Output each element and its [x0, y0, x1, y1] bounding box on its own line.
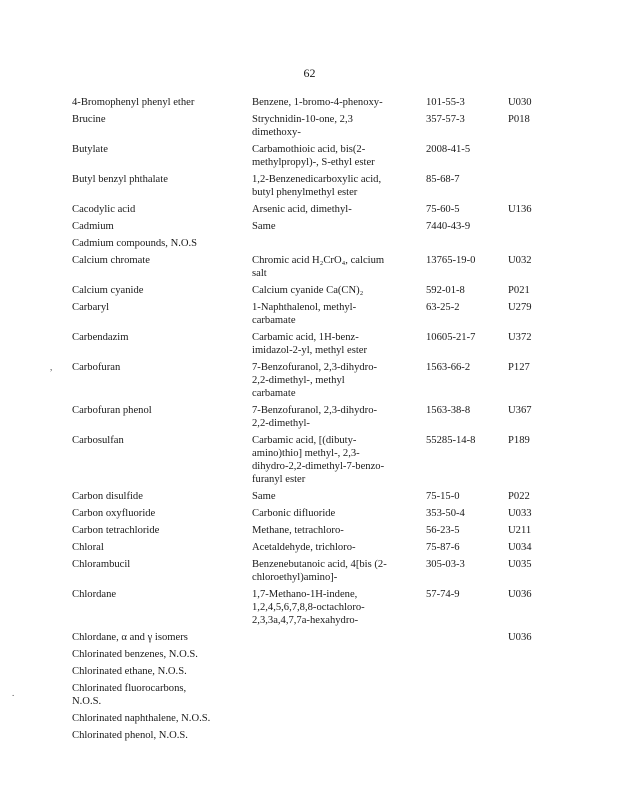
table-row: [72, 541, 552, 554]
margin-mark-top: ,: [50, 362, 53, 372]
substance-name-line: N.O.S.: [72, 696, 102, 707]
waste-code: P022: [508, 491, 530, 502]
substance-name-line: Butyl benzyl phthalate: [72, 174, 168, 185]
substance-name-line: Calcium chromate: [72, 255, 150, 266]
substance-name-line: Carbon disulfide: [72, 491, 143, 502]
substance-name-line: Chlordane: [72, 589, 117, 600]
synonym-line: Carbamic acid, [(dibuty-: [252, 435, 357, 446]
synonym-line: salt: [252, 268, 267, 279]
substance-name-line: 4-Bromophenyl phenyl ether: [72, 97, 195, 108]
substance-name: [72, 254, 250, 267]
cas-number: 85-68-7: [426, 174, 460, 185]
cas-number: 55285-14-8: [426, 435, 476, 446]
substance-name: [72, 173, 250, 186]
table-row: [72, 173, 552, 199]
table-row: [72, 588, 552, 627]
waste-code: U036: [508, 632, 532, 643]
cas-number: 75-60-5: [426, 204, 460, 215]
synonym-line: butyl phenylmethyl ester: [252, 187, 358, 198]
table-row: [72, 361, 552, 400]
synonym-line: Same: [252, 491, 276, 502]
synonym-line: 2,3,3a,4,7,7a-hexahydro-: [252, 615, 359, 626]
substance-name: [72, 490, 250, 503]
waste-code: P018: [508, 114, 530, 125]
table-row: [72, 143, 552, 169]
substance-name-line: Carbosulfan: [72, 435, 124, 446]
synonym-line: Carbonic difluoride: [252, 508, 336, 519]
substance-name: [72, 284, 250, 297]
cas-number: 13765-19-0: [426, 255, 476, 266]
waste-code: U367: [508, 405, 532, 416]
cas-number: 57-74-9: [426, 589, 460, 600]
substance-name: [72, 237, 250, 250]
synonym-line: Chromic acid H₂CrO₄, calcium: [252, 255, 385, 266]
cas-number: 353-50-4: [426, 508, 465, 519]
substance-name: [72, 524, 250, 537]
cas-number: 56-23-5: [426, 525, 460, 536]
cas-number: 10605-21-7: [426, 332, 476, 343]
synonym: [252, 558, 400, 584]
table-row: [72, 301, 552, 327]
synonym: [252, 361, 400, 400]
synonym-line: 1,7-Methano-1H-indene,: [252, 589, 358, 600]
substance-name: [72, 588, 250, 601]
synonym-line: 7-Benzofuranol, 2,3-dihydro-: [252, 405, 378, 416]
synonym: [252, 143, 400, 169]
synonym: [252, 434, 400, 486]
synonym: [252, 284, 400, 297]
synonym-line: 1-Naphthalenol, methyl-: [252, 302, 357, 313]
synonym: [252, 507, 400, 520]
substance-name-line: Carbon tetrachloride: [72, 525, 160, 536]
synonym-line: methylpropyl)-, S-ethyl ester: [252, 157, 375, 168]
substance-name-line: Chlorinated naphthalene, N.O.S.: [72, 713, 211, 724]
substance-name: [72, 729, 250, 742]
substance-name-line: Carbofuran: [72, 362, 121, 373]
synonym-line: Carbamic acid, 1H-benz-: [252, 332, 359, 343]
synonym-line: Methane, tetrachloro-: [252, 525, 344, 536]
table-row: [72, 665, 552, 678]
substance-name: [72, 203, 250, 216]
synonym-line: 1,2-Benzenedicarboxylic acid,: [252, 174, 382, 185]
synonym-line: carbamate: [252, 388, 296, 399]
table-row: [72, 507, 552, 520]
waste-code: U279: [508, 302, 532, 313]
synonym-line: chloroethyl)amino]-: [252, 572, 338, 583]
synonym-line: Calcium cyanide Ca(CN)₂: [252, 285, 364, 296]
synonym: [252, 404, 400, 430]
waste-code: U136: [508, 204, 532, 215]
synonym-line: 2,2-dimethyl-, methyl: [252, 375, 345, 386]
synonym-line: Arsenic acid, dimethyl-: [252, 204, 352, 215]
cas-number: 1563-66-2: [426, 362, 471, 373]
table-row: [72, 254, 552, 280]
substance-name-line: Carbendazim: [72, 332, 129, 343]
synonym: [252, 331, 400, 357]
substance-name-line: Calcium cyanide: [72, 285, 144, 296]
substance-name: [72, 220, 250, 233]
synonym: [252, 588, 400, 627]
substance-name: [72, 143, 250, 156]
synonym: [252, 220, 400, 233]
cas-number: 2008-41-5: [426, 144, 471, 155]
substance-name-line: Carbon oxyfluoride: [72, 508, 156, 519]
table-row: [72, 631, 552, 644]
cas-number: 7440-43-9: [426, 221, 471, 232]
cas-number: 75-15-0: [426, 491, 460, 502]
table-row: [72, 404, 552, 430]
substance-name-line: Cacodylic acid: [72, 204, 136, 215]
substance-name-line: Carbofuran phenol: [72, 405, 152, 416]
cas-number: 1563-38-8: [426, 405, 471, 416]
waste-code: P021: [508, 285, 530, 296]
substance-name-line: Cadmium: [72, 221, 114, 232]
substance-name: [72, 665, 250, 678]
substance-name: [72, 558, 250, 571]
table-row: [72, 712, 552, 725]
table-row: [72, 434, 552, 486]
synonym: [252, 301, 400, 327]
waste-code: P189: [508, 435, 530, 446]
table-row: [72, 558, 552, 584]
synonym-line: dimethoxy-: [252, 127, 301, 138]
waste-code: U032: [508, 255, 532, 266]
synonym-line: Benzenebutanoic acid, 4[bis (2-: [252, 559, 387, 570]
substance-name: [72, 631, 250, 644]
synonym-line: imidazol-2-yl, methyl ester: [252, 345, 368, 356]
table-row: [72, 490, 552, 503]
synonym-line: carbamate: [252, 315, 296, 326]
cas-number: 592-01-8: [426, 285, 465, 296]
table-row: [72, 113, 552, 139]
substance-name-line: Chlorinated fluorocarbons,: [72, 683, 187, 694]
synonym: [252, 113, 400, 139]
substance-name-line: Chlorinated phenol, N.O.S.: [72, 730, 188, 741]
substance-name-line: Chloral: [72, 542, 104, 553]
synonym-line: Same: [252, 221, 276, 232]
substance-name: [72, 648, 250, 661]
substance-name-line: Chlordane, α and γ isomers: [72, 632, 188, 643]
synonym-line: dihydro-2,2-dimethyl-7-benzo-: [252, 461, 385, 472]
synonym-line: amino)thio] methyl-, 2,3-: [252, 448, 360, 459]
table-row: [72, 682, 552, 708]
cas-number: 357-57-3: [426, 114, 465, 125]
cas-number: 63-25-2: [426, 302, 460, 313]
synonym: [252, 173, 400, 199]
table-row: [72, 331, 552, 357]
table-row: [72, 648, 552, 661]
substance-name: [72, 361, 250, 374]
substance-name: [72, 96, 250, 109]
substance-name: [72, 404, 250, 417]
substance-name-line: Chlorambucil: [72, 559, 131, 570]
substance-name-line: Cadmium compounds, N.O.S: [72, 238, 198, 249]
waste-code: U036: [508, 589, 532, 600]
waste-code: P127: [508, 362, 530, 373]
substance-name-line: Carbaryl: [72, 302, 110, 313]
waste-code: U372: [508, 332, 532, 343]
synonym: [252, 524, 400, 537]
waste-code: U033: [508, 508, 532, 519]
synonym: [252, 490, 400, 503]
margin-mark-bottom: .: [12, 688, 15, 698]
substance-name: [72, 541, 250, 554]
substance-name: [72, 434, 250, 447]
table-row: [72, 96, 552, 109]
substance-name: [72, 331, 250, 344]
synonym-line: Carbamothioic acid, bis(2-: [252, 144, 366, 155]
substance-name: [72, 682, 250, 708]
synonym-line: Strychnidin-10-one, 2,3: [252, 114, 353, 125]
cas-number: 101-55-3: [426, 97, 465, 108]
waste-code: U030: [508, 97, 532, 108]
table-row: [72, 237, 552, 250]
table-row: [72, 729, 552, 742]
synonym: [252, 203, 400, 216]
substance-name: [72, 712, 250, 725]
synonym-line: furanyl ester: [252, 474, 306, 485]
page-number: 62: [303, 66, 316, 80]
substance-name-line: Butylate: [72, 144, 108, 155]
synonym-line: Acetaldehyde, trichloro-: [252, 542, 356, 553]
synonym-line: Benzene, 1-bromo-4-phenoxy-: [252, 97, 383, 108]
synonym-line: 2,2-dimethyl-: [252, 418, 310, 429]
synonym: [252, 96, 400, 109]
waste-code: U034: [508, 542, 532, 553]
waste-code: U035: [508, 559, 532, 570]
table-row: [72, 203, 552, 216]
substance-name-line: Chlorinated benzenes, N.O.S.: [72, 649, 198, 660]
cas-number: 75-87-6: [426, 542, 460, 553]
synonym: [252, 254, 400, 280]
table-row: [72, 284, 552, 297]
substance-name-line: Chlorinated ethane, N.O.S.: [72, 666, 187, 677]
waste-code: U211: [508, 525, 532, 536]
substance-name: [72, 113, 250, 126]
table-row: [72, 220, 552, 233]
substance-name-line: Brucine: [72, 114, 106, 125]
synonym: [252, 541, 400, 554]
substance-name: [72, 507, 250, 520]
table-row: [72, 524, 552, 537]
cas-number: 305-03-3: [426, 559, 465, 570]
synonym-line: 1,2,4,5,6,7,8,8-octachloro-: [252, 602, 365, 613]
synonym-line: 7-Benzofuranol, 2,3-dihydro-: [252, 362, 378, 373]
substance-name: [72, 301, 250, 314]
